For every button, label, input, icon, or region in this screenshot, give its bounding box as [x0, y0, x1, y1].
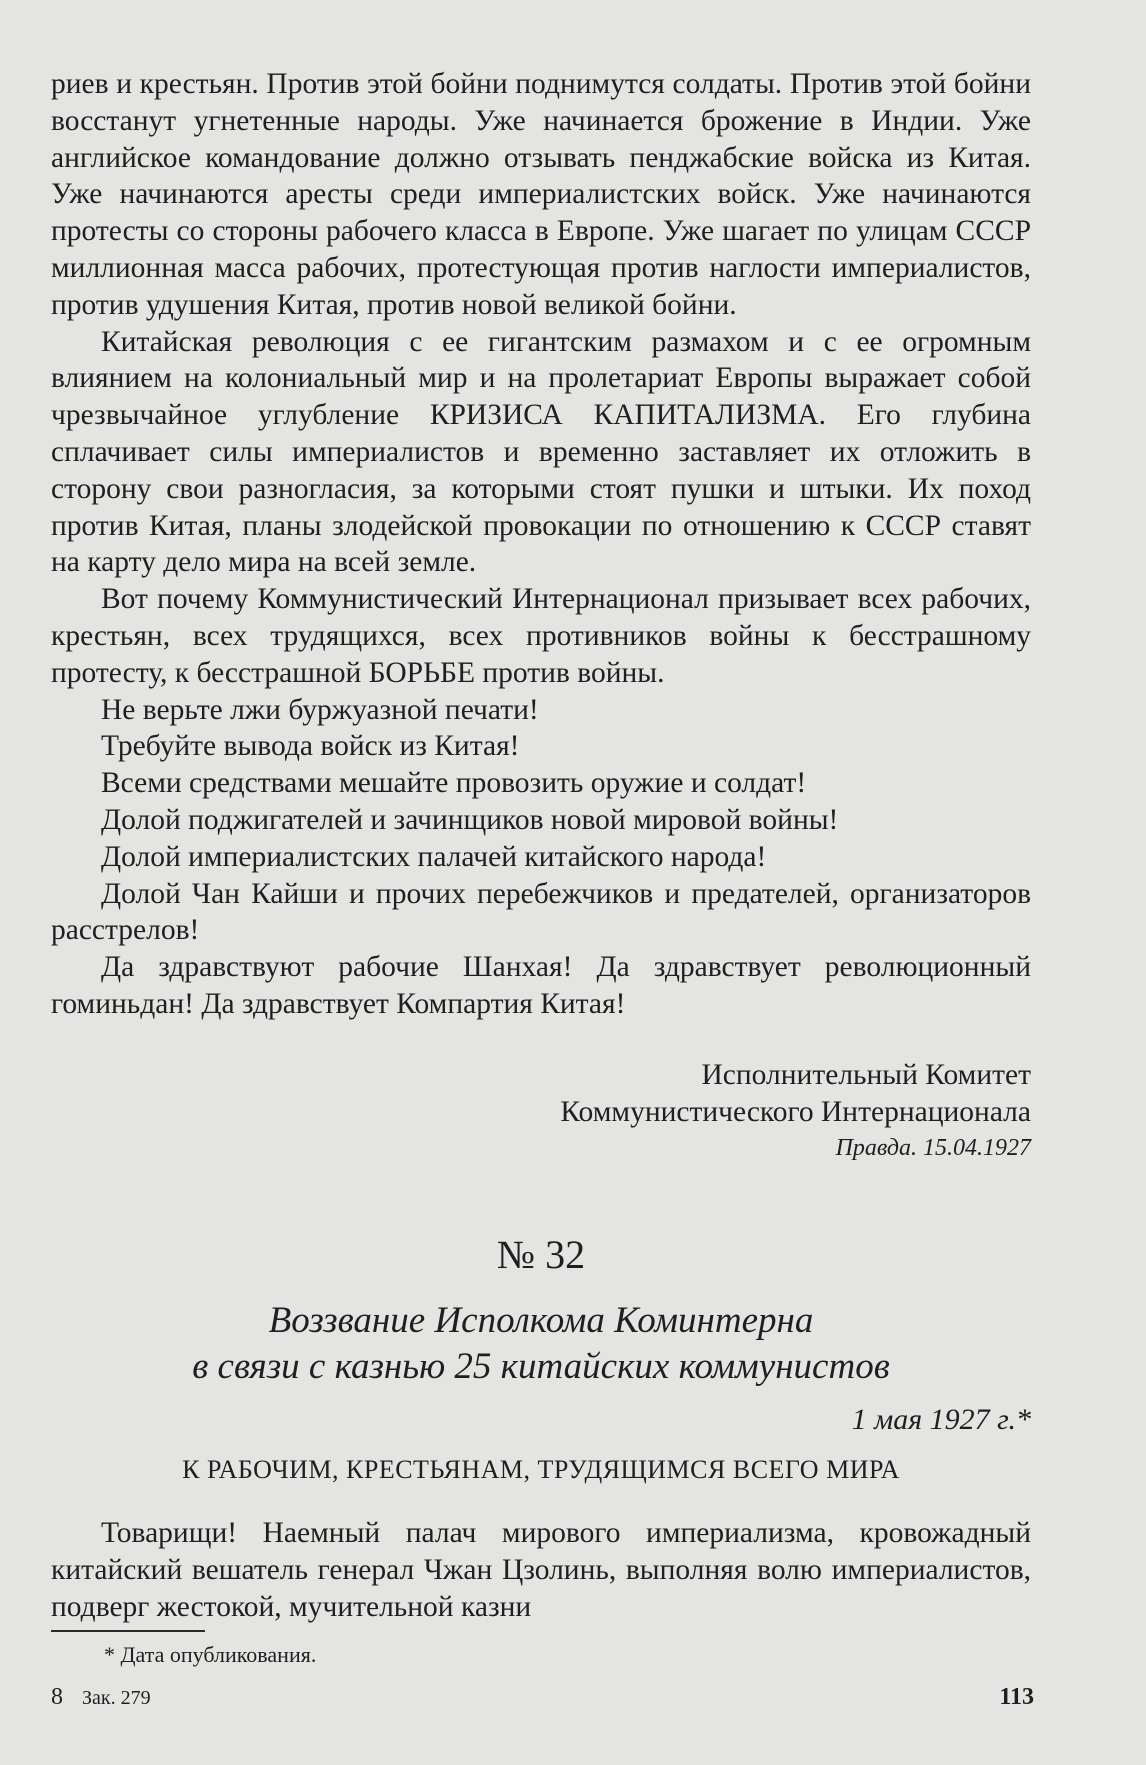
signature-block	[51, 1057, 1031, 1163]
slogan: Долой поджигателей и зачинщиков новой мировой войны!	[101, 803, 839, 836]
order-label: Зак. 279	[82, 1687, 151, 1709]
signature-line: Исполнительный Комитет	[701, 1059, 1031, 1091]
document-date: 1 мая 1927 г.*	[851, 1403, 1031, 1436]
document-title-line: в связи с казнью 25 китайских коммунистов	[192, 1346, 890, 1387]
signature-mark: 8	[51, 1684, 63, 1710]
slogan: Да здравствуют рабочие Шанхая! Да здравствует революционный гоминьдан! Да здравствует Компартия Китая!	[51, 951, 1031, 1020]
document-body	[51, 1515, 1031, 1625]
slogan: Долой Чан Кайши и прочих перебежчиков и предателей, организаторов расстрелов!	[51, 877, 1031, 947]
slogan: Требуйте вывода войск из Китая!	[101, 730, 520, 763]
address-block	[51, 1452, 1031, 1489]
document-address: К РАБОЧИМ, КРЕСТЬЯНАМ, ТРУДЯЩИМСЯ ВСЕГО МИРА	[182, 1455, 900, 1484]
document-heading	[51, 1232, 1031, 1390]
page-number: 113	[999, 1684, 1034, 1710]
paragraph: Вот почему Коммунистический Интернационал призывает всех рабочих, крестьян, всех трудящихся, всех противников войны к бесстрашному протесту, к бесстрашной БОРЬБЕ против войны.	[51, 583, 1031, 689]
footnote: * Дата опубликования.	[104, 1642, 317, 1667]
document-date-block	[51, 1402, 1031, 1439]
continued-text	[51, 66, 1031, 1023]
paragraph: Товарищи! Наемный палач мирового империализма, кровожадный китайский вешатель генерал Чжан Цзолинь, выполняя волю империалистов, подверг жестокой, мучительной казни	[51, 1517, 1031, 1623]
paragraph: Китайская революция с ее гигантским размахом и с ее огромным влиянием на колониальный мир и на пролетариат Европы выражает собой чрезвычайное углубление КРИЗИСА КАПИТАЛИЗМА. Его глубина сплачивает силы империалистов и временно заставляет их отложить в сторону свои разногласия, за которыми стоят пушки и штыки. Их поход против Китая, планы злодейской провокации по отношению к СССР ставят на карту дело мира на всей земле.	[51, 325, 1031, 579]
footnote-rule	[51, 1630, 205, 1632]
slogan: Всеми средствами мешайте провозить оружие и солдат!	[101, 767, 807, 800]
slogan-list	[51, 692, 1031, 1023]
document-title-line: Воззвание Исполкома Коминтерна	[268, 1300, 814, 1341]
document-number: № 32	[496, 1232, 586, 1277]
signature-line: Коммунистического Интернационала	[560, 1095, 1031, 1128]
slogan: Не верьте лжи буржуазной печати!	[101, 693, 539, 726]
paragraph: риев и крестьян. Против этой бойни поднимутся солдаты. Против этой бойни восстанут угнетенные народы. Уже начинается брожение в Индии. Уже английское командование должно отзывать пенджабские войска из Китая. Уже начинаются аресты среди империалистских войск. Уже начинаются протесты со стороны рабочего класса в Европе. Уже шагает по улицам СССР миллионная масса рабочих, протестующая против наглости империалистов, против удушения Китая, против новой великой бойни.	[51, 68, 1031, 321]
source-citation: Правда. 15.04.1927	[835, 1134, 1031, 1161]
printer-mark	[51, 1683, 151, 1712]
slogan: Долой империалистских палачей китайского народа!	[101, 840, 767, 873]
